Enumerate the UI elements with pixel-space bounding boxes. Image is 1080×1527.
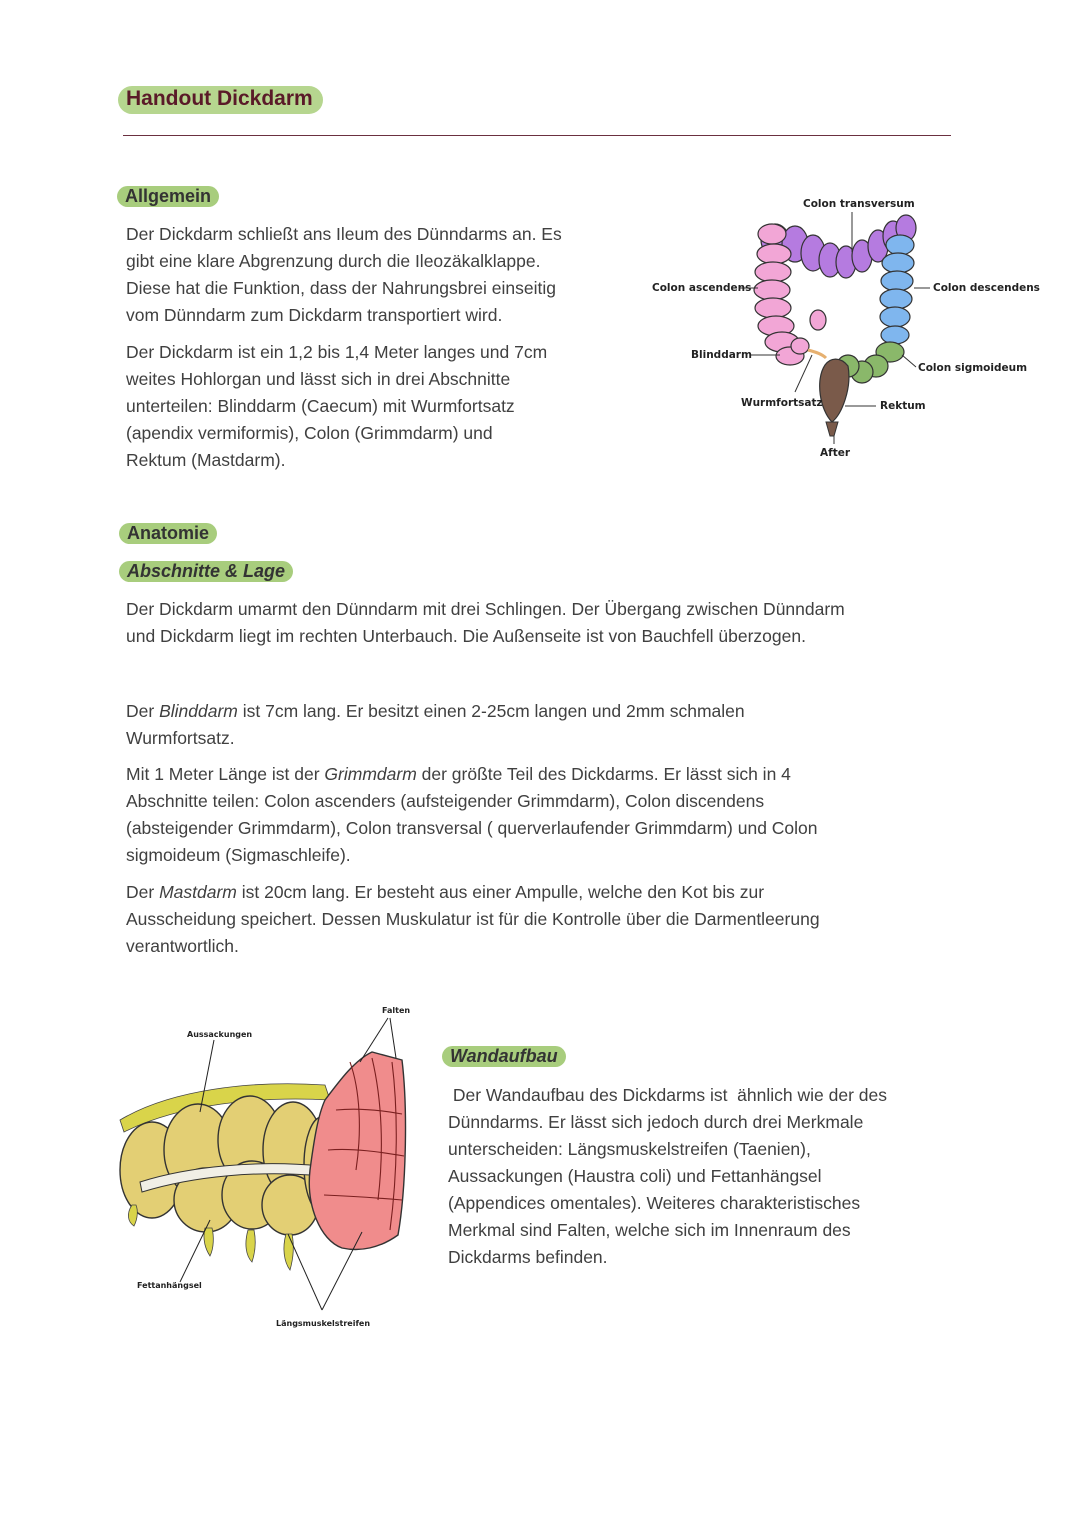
p2-line: unterteilen: Blinddarm (Caecum) mit Wurmfortsatz — [126, 396, 515, 416]
page-title: Handout Dickdarm — [118, 86, 323, 114]
blinddarm-line-2: Wurmfortsatz. — [126, 728, 235, 748]
grimmdarm-line: Abschnitte teilen: Colon ascenders (aufsteigender Grimmdarm), Colon discendens — [126, 791, 765, 811]
label-colon-ascendens: Colon ascendens — [652, 282, 752, 294]
grimmdarm-paragraph — [126, 761, 1006, 869]
label-fettanhaengsel: Fettanhängsel — [137, 1281, 202, 1290]
anatomie-line: Der Dickdarm umarmt den Dünndarm mit drei Schlingen. Der Übergang zwischen Dünndarm — [126, 599, 845, 619]
label-colon-transversum: Colon transversum — [803, 198, 915, 210]
label-falten: Falten — [382, 1006, 411, 1015]
subheading-abschnitte-lage: Abschnitte & Lage — [119, 561, 293, 582]
text-post: ist 7cm lang. Er besitzt einen 2-25cm langen und 2mm schmalen — [237, 701, 745, 721]
heading-anatomie: Anatomie — [119, 523, 217, 544]
p1-line: Diese hat die Funktion, dass der Nahrungsbrei einseitig — [126, 278, 556, 298]
label-after: After — [820, 447, 851, 459]
p2-line: weites Hohlorgan und lässt sich in drei Abschnitte — [126, 369, 511, 389]
p2-line: Rektum (Mastdarm). — [126, 450, 286, 470]
text-pre: Der — [126, 701, 160, 721]
text-post: ist 20cm lang. Er besteht aus einer Ampulle, welche den Kot bis zur — [236, 882, 765, 902]
label-wurmfortsatz: Wurmfortsatz — [741, 397, 823, 409]
wandaufbau-line: Merkmal sind Falten, welche sich im Innenraum des — [448, 1220, 851, 1240]
anatomie-line: und Dickdarm liegt im rechten Unterbauch. Die Außenseite ist von Bauchfell überzogen. — [126, 626, 806, 646]
wandaufbau-line: Dünndarms. Er lässt sich jedoch durch drei Merkmale — [448, 1112, 864, 1132]
heading-wandaufbau: Wandaufbau — [442, 1046, 566, 1067]
label-blinddarm: Blinddarm — [691, 349, 752, 361]
label-aussackungen: Aussackungen — [187, 1030, 253, 1039]
blinddarm-line-1 — [126, 698, 986, 725]
label-colon-descendens: Colon descendens — [933, 282, 1040, 294]
term-grimmdarm: Grimmdarm — [324, 764, 417, 784]
text-post: der größte Teil des Dickdarms. Er lässt sich in 4 — [416, 764, 791, 784]
mastdarm-line: verantwortlich. — [126, 936, 239, 956]
anatomie-paragraph-1 — [126, 596, 986, 650]
wandaufbau-line: unterscheiden: Längsmuskelstreifen (Taenien), — [448, 1139, 811, 1159]
term-blinddarm: Blinddarm — [159, 701, 238, 721]
blinddarm-paragraph — [126, 698, 986, 752]
mastdarm-line: Ausscheidung speichert. Dessen Muskulatur ist für die Kontrolle über die Darmentleerung — [126, 909, 820, 929]
wandaufbau-line: Dickdarms befinden. — [448, 1247, 608, 1267]
p1-line: vom Dünndarm zum Dickdarm transportiert wird. — [126, 305, 503, 325]
grimmdarm-line: sigmoideum (Sigmaschleife). — [126, 845, 351, 865]
p2-line: (apendix vermiformis), Colon (Grimmdarm) und — [126, 423, 493, 443]
p2-line: Der Dickdarm ist ein 1,2 bis 1,4 Meter langes und 7cm — [126, 342, 548, 362]
title-divider — [123, 135, 951, 136]
p1-line: Der Dickdarm schließt ans Ileum des Dünndarms an. Es — [126, 224, 562, 244]
text-pre: Der — [126, 882, 160, 902]
allgemein-paragraph-2 — [126, 339, 636, 474]
heading-allgemein: Allgemein — [117, 186, 219, 207]
wandaufbau-line: (Appendices omentales). Weiteres charakteristisches — [448, 1193, 861, 1213]
wandaufbau-line: Aussackungen (Haustra coli) und Fettanhängsel — [448, 1166, 822, 1186]
p1-line: gibt eine klare Abgrenzung durch die Ileozäkalklappe. — [126, 251, 541, 271]
wandaufbau-paragraph — [448, 1082, 968, 1271]
allgemein-paragraph-1 — [126, 221, 636, 329]
grimmdarm-line-1 — [126, 761, 1006, 788]
after-shape — [826, 422, 838, 436]
label-colon-sigmoideum: Colon sigmoideum — [918, 362, 1028, 374]
rektum-shape — [820, 359, 849, 422]
text-pre: Mit 1 Meter Länge ist der — [126, 764, 325, 784]
wandaufbau-line: Der Wandaufbau des Dickdarms ist ähnlich wie der des — [448, 1085, 887, 1105]
term-mastdarm: Mastdarm — [159, 882, 237, 902]
mastdarm-paragraph — [126, 879, 1006, 960]
colon-diagram — [640, 190, 1040, 470]
mastdarm-line-1 — [126, 879, 1006, 906]
label-laengsmuskelstreifen: Längsmuskelstreifen — [276, 1319, 371, 1328]
grimmdarm-line: (absteigender Grimmdarm), Colon transversal ( querverlaufender Grimmdarm) und Colon — [126, 818, 818, 838]
label-rektum: Rektum — [880, 400, 926, 412]
